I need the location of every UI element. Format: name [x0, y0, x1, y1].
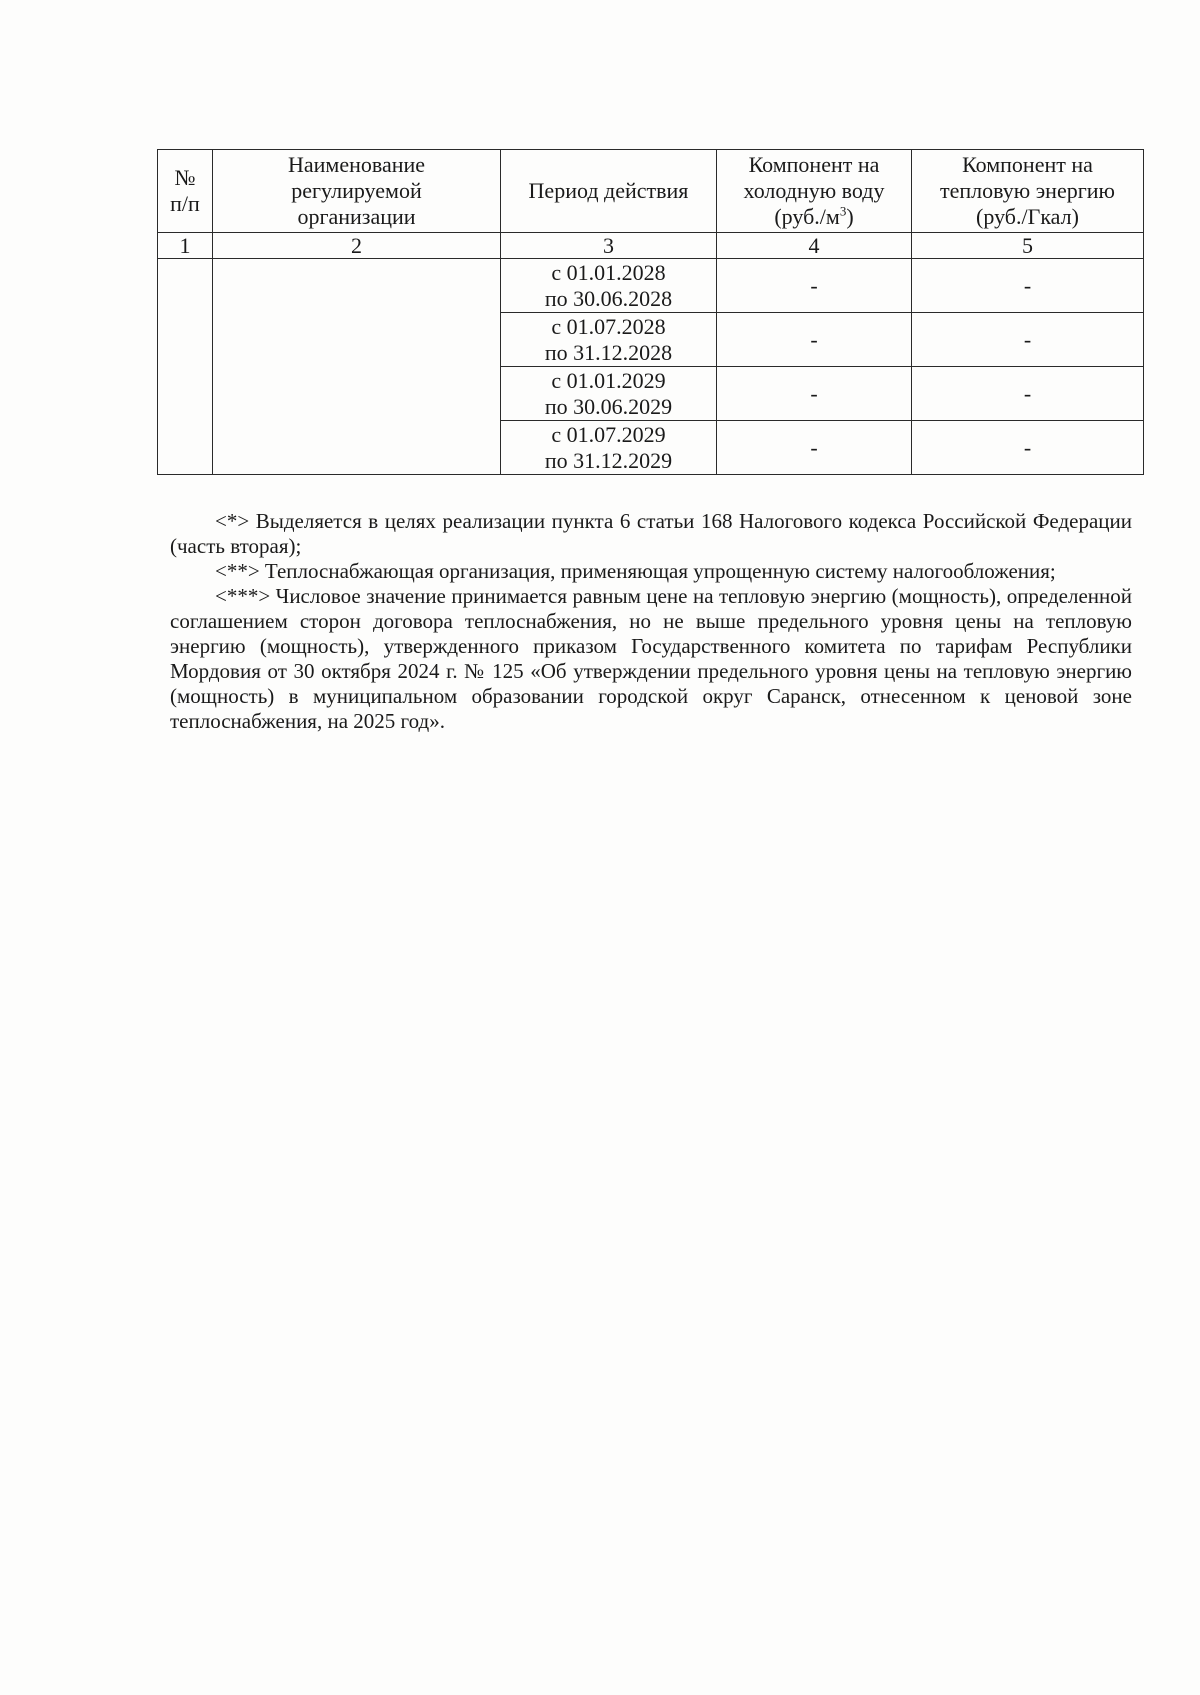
period-cell: [501, 367, 717, 421]
header-heat-line: (руб./Гкал): [976, 204, 1079, 229]
column-number: 2: [213, 233, 501, 259]
cold-water-value: -: [717, 259, 912, 313]
table-row: [158, 259, 1144, 313]
header-period-line: Период действия: [528, 178, 689, 203]
header-heat-line: тепловую энергию: [940, 178, 1115, 203]
period-from: с 01.07.2028: [551, 313, 666, 339]
organization-cell-empty: [213, 259, 501, 475]
heat-value: -: [912, 421, 1144, 475]
period-from: с 01.01.2028: [551, 259, 666, 285]
column-number: 4: [717, 233, 912, 259]
header-period: [501, 150, 717, 233]
period-cell: [501, 259, 717, 313]
table-header-row: [158, 150, 1144, 233]
header-cold-water: [717, 150, 912, 233]
period-from: с 01.01.2029: [551, 367, 666, 393]
header-heat-energy: [912, 150, 1144, 233]
heat-value: -: [912, 313, 1144, 367]
column-number: 1: [158, 233, 213, 259]
cold-water-value: -: [717, 421, 912, 475]
heat-value: -: [912, 367, 1144, 421]
footnote-vat: <*> Выделяется в целях реализации пункта 6 статьи 168 Налогового кодекса Российской Федерации (часть вторая);: [170, 509, 1132, 558]
num-cell-empty: [158, 259, 213, 475]
tariff-table: [157, 149, 1144, 475]
header-num: [158, 150, 213, 233]
header-cold-water-line: Компонент на: [748, 152, 880, 177]
header-cold-water-line: холодную воду: [743, 178, 885, 203]
header-organization-name: [213, 150, 501, 233]
unit-superscript: 3: [839, 203, 847, 219]
unit-text: (руб./м: [774, 204, 840, 229]
header-name-line: Наименование: [287, 152, 426, 177]
cold-water-value: -: [717, 367, 912, 421]
period-cell: [501, 421, 717, 475]
period-from: с 01.07.2029: [551, 421, 666, 447]
column-number: 3: [501, 233, 717, 259]
footnotes: [170, 509, 1132, 734]
column-number: 5: [912, 233, 1144, 259]
header-num-line: п/п: [170, 191, 200, 216]
header-heat-line: Компонент на: [962, 152, 1093, 177]
footnote-price-limit: <***> Числовое значение принимается равным цене на тепловую энергию (мощность), определенной соглашением сторон договора теплоснабжения, но не выше предельного уровня цены на тепловую энергию (мощность), утвержденного приказом Государственного комитета по тарифам Республики Мордовия от 30 октября 2024 г. № 125 «Об утверждении предельного уровня цены на тепловую энергию (мощность) в муниципальном образовании городской округ Саранск, отнесенном к ценовой зоне теплоснабжения, на 2025 год».: [170, 584, 1132, 733]
header-cold-water-unit: [721, 204, 907, 230]
period-to: по 30.06.2028: [544, 285, 673, 311]
unit-close: ): [846, 204, 854, 229]
period-to: по 30.06.2029: [544, 393, 673, 419]
footnote-simplified-tax: <**> Теплоснабжающая организация, применяющая упрощенную систему налогообложения;: [215, 559, 1056, 583]
heat-value: -: [912, 259, 1144, 313]
period-to: по 31.12.2029: [544, 447, 673, 473]
header-name-line: организации: [297, 204, 416, 229]
cold-water-value: -: [717, 313, 912, 367]
header-name-line: регулируемой: [291, 178, 422, 203]
header-num-line: №: [174, 165, 196, 190]
column-number-row: [158, 233, 1144, 259]
period-to: по 31.12.2028: [544, 339, 673, 365]
period-cell: [501, 313, 717, 367]
